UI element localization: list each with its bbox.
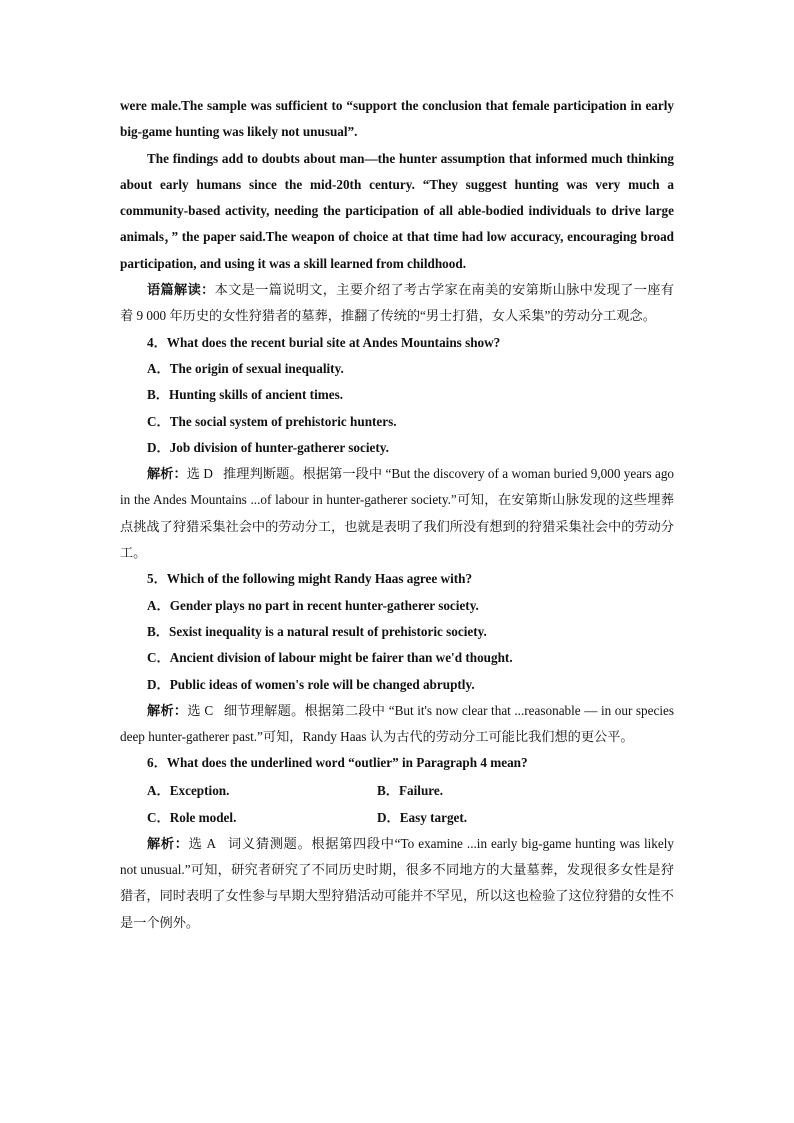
question-6-option-d: D．Easy target.: [377, 809, 468, 825]
analysis-choice: 选 D: [186, 466, 213, 482]
analysis-type: 细节理解题。: [223, 702, 305, 718]
question-5-stem: 5．Which of the following might Randy Haas agree with?: [147, 571, 473, 587]
question-6-options-row-1: [120, 777, 674, 804]
question-4-option-a: A．The origin of sexual inequality.: [147, 360, 344, 376]
question-6-options-row-2: [120, 804, 674, 831]
question-5-option-b: B．Sexist inequality is a natural result of prehistoric society.: [147, 623, 487, 639]
question-5-option-a: A．Gender plays no part in recent hunter-gatherer society.: [147, 597, 479, 613]
question-6-option-b: B．Failure.: [377, 782, 444, 798]
analysis-choice: 选 C: [187, 702, 214, 718]
analysis-type: 推理判断题。: [223, 466, 303, 482]
passage-summary: [120, 277, 674, 330]
question-6-analysis: [120, 831, 674, 936]
analysis-text: 根据第四段中“To examine ...in early big-game hunting was likely not unusual.”可知，研究者研究了不同历史时期，很多不同地方的大量墓葬，发现很多女性是狩猎者，同时表明了女性参与早期大型狩猎活动可能并不罕见，所以这也检验了这位狩猎的女性不是一个例外。: [120, 835, 675, 930]
question-6-stem: 6．What does the underlined word “outlier” in Paragraph 4 mean?: [147, 755, 528, 771]
question-4-option-b: B．Hunting skills of ancient times.: [147, 387, 344, 403]
question-4-option-c: C．The social system of prehistoric hunters.: [147, 413, 397, 429]
question-4-option-d: D．Job division of hunter-gatherer society.: [147, 439, 389, 455]
analysis-type: 词义猜测题。: [228, 835, 312, 851]
question-4-analysis: [120, 461, 674, 566]
summary-label: 语篇解读：: [147, 282, 215, 298]
analysis-label: 解析：: [147, 835, 189, 851]
question-5-option-d: D．Public ideas of women's role will be changed abruptly.: [147, 676, 475, 692]
question-5-option-c: C．Ancient division of labour might be fairer than we'd thought.: [147, 650, 513, 666]
analysis-choice: 选 A: [188, 835, 217, 851]
document-page: [120, 93, 674, 936]
question-6-option-a: A．Exception.: [147, 782, 230, 798]
analysis-label: 解析：: [147, 702, 188, 718]
analysis-text: 根据第一段中 “But the discovery of a woman buried 9,000 years ago in the Andes Mountains ...of labour in hunter-gatherer society.”可知，在安第斯山脉发现的这些埋葬点挑战了狩猎采集社会中的劳动分工，也就是表明了我们所没有想到的狩猎采集社会中的劳动分工。: [120, 466, 675, 561]
question-4-stem: 4．What does the recent burial site at Andes Mountains show?: [147, 334, 501, 350]
question-6-option-c: C．Role model.: [147, 809, 237, 825]
question-5-analysis: [120, 698, 674, 751]
passage-paragraph-continued: were male.The sample was sufficient to “support the conclusion that female participation in early big-game hunting was likely not unusual”.: [120, 98, 674, 140]
summary-text: 本文是一篇说明文，主要介绍了考古学家在南美的安第斯山脉中发现了一座有着 9 000 年历史的女性狩猎者的墓葬，推翻了传统的“男士打猎，女人采集”的劳动分工观念。: [120, 282, 674, 324]
analysis-text: 根据第二段中 “But it's now clear that ...reasonable — in our species deep hunter-gatherer past.”可知，Randy Haas 认为古代的劳动分工可能比我们想的更公平。: [120, 702, 674, 745]
passage-paragraph: The findings add to doubts about man—the hunter assumption that informed much thinking about early humans since the mid-20th century. “They suggest hunting was very much a community-based activity, needing the participation of all able-bodied individuals to drive large animals，” the paper said.The weapon of choice at that time had low accuracy, encouraging broad participation, and using it was a skill learned from childhood.: [120, 150, 674, 271]
analysis-label: 解析：: [147, 466, 187, 482]
